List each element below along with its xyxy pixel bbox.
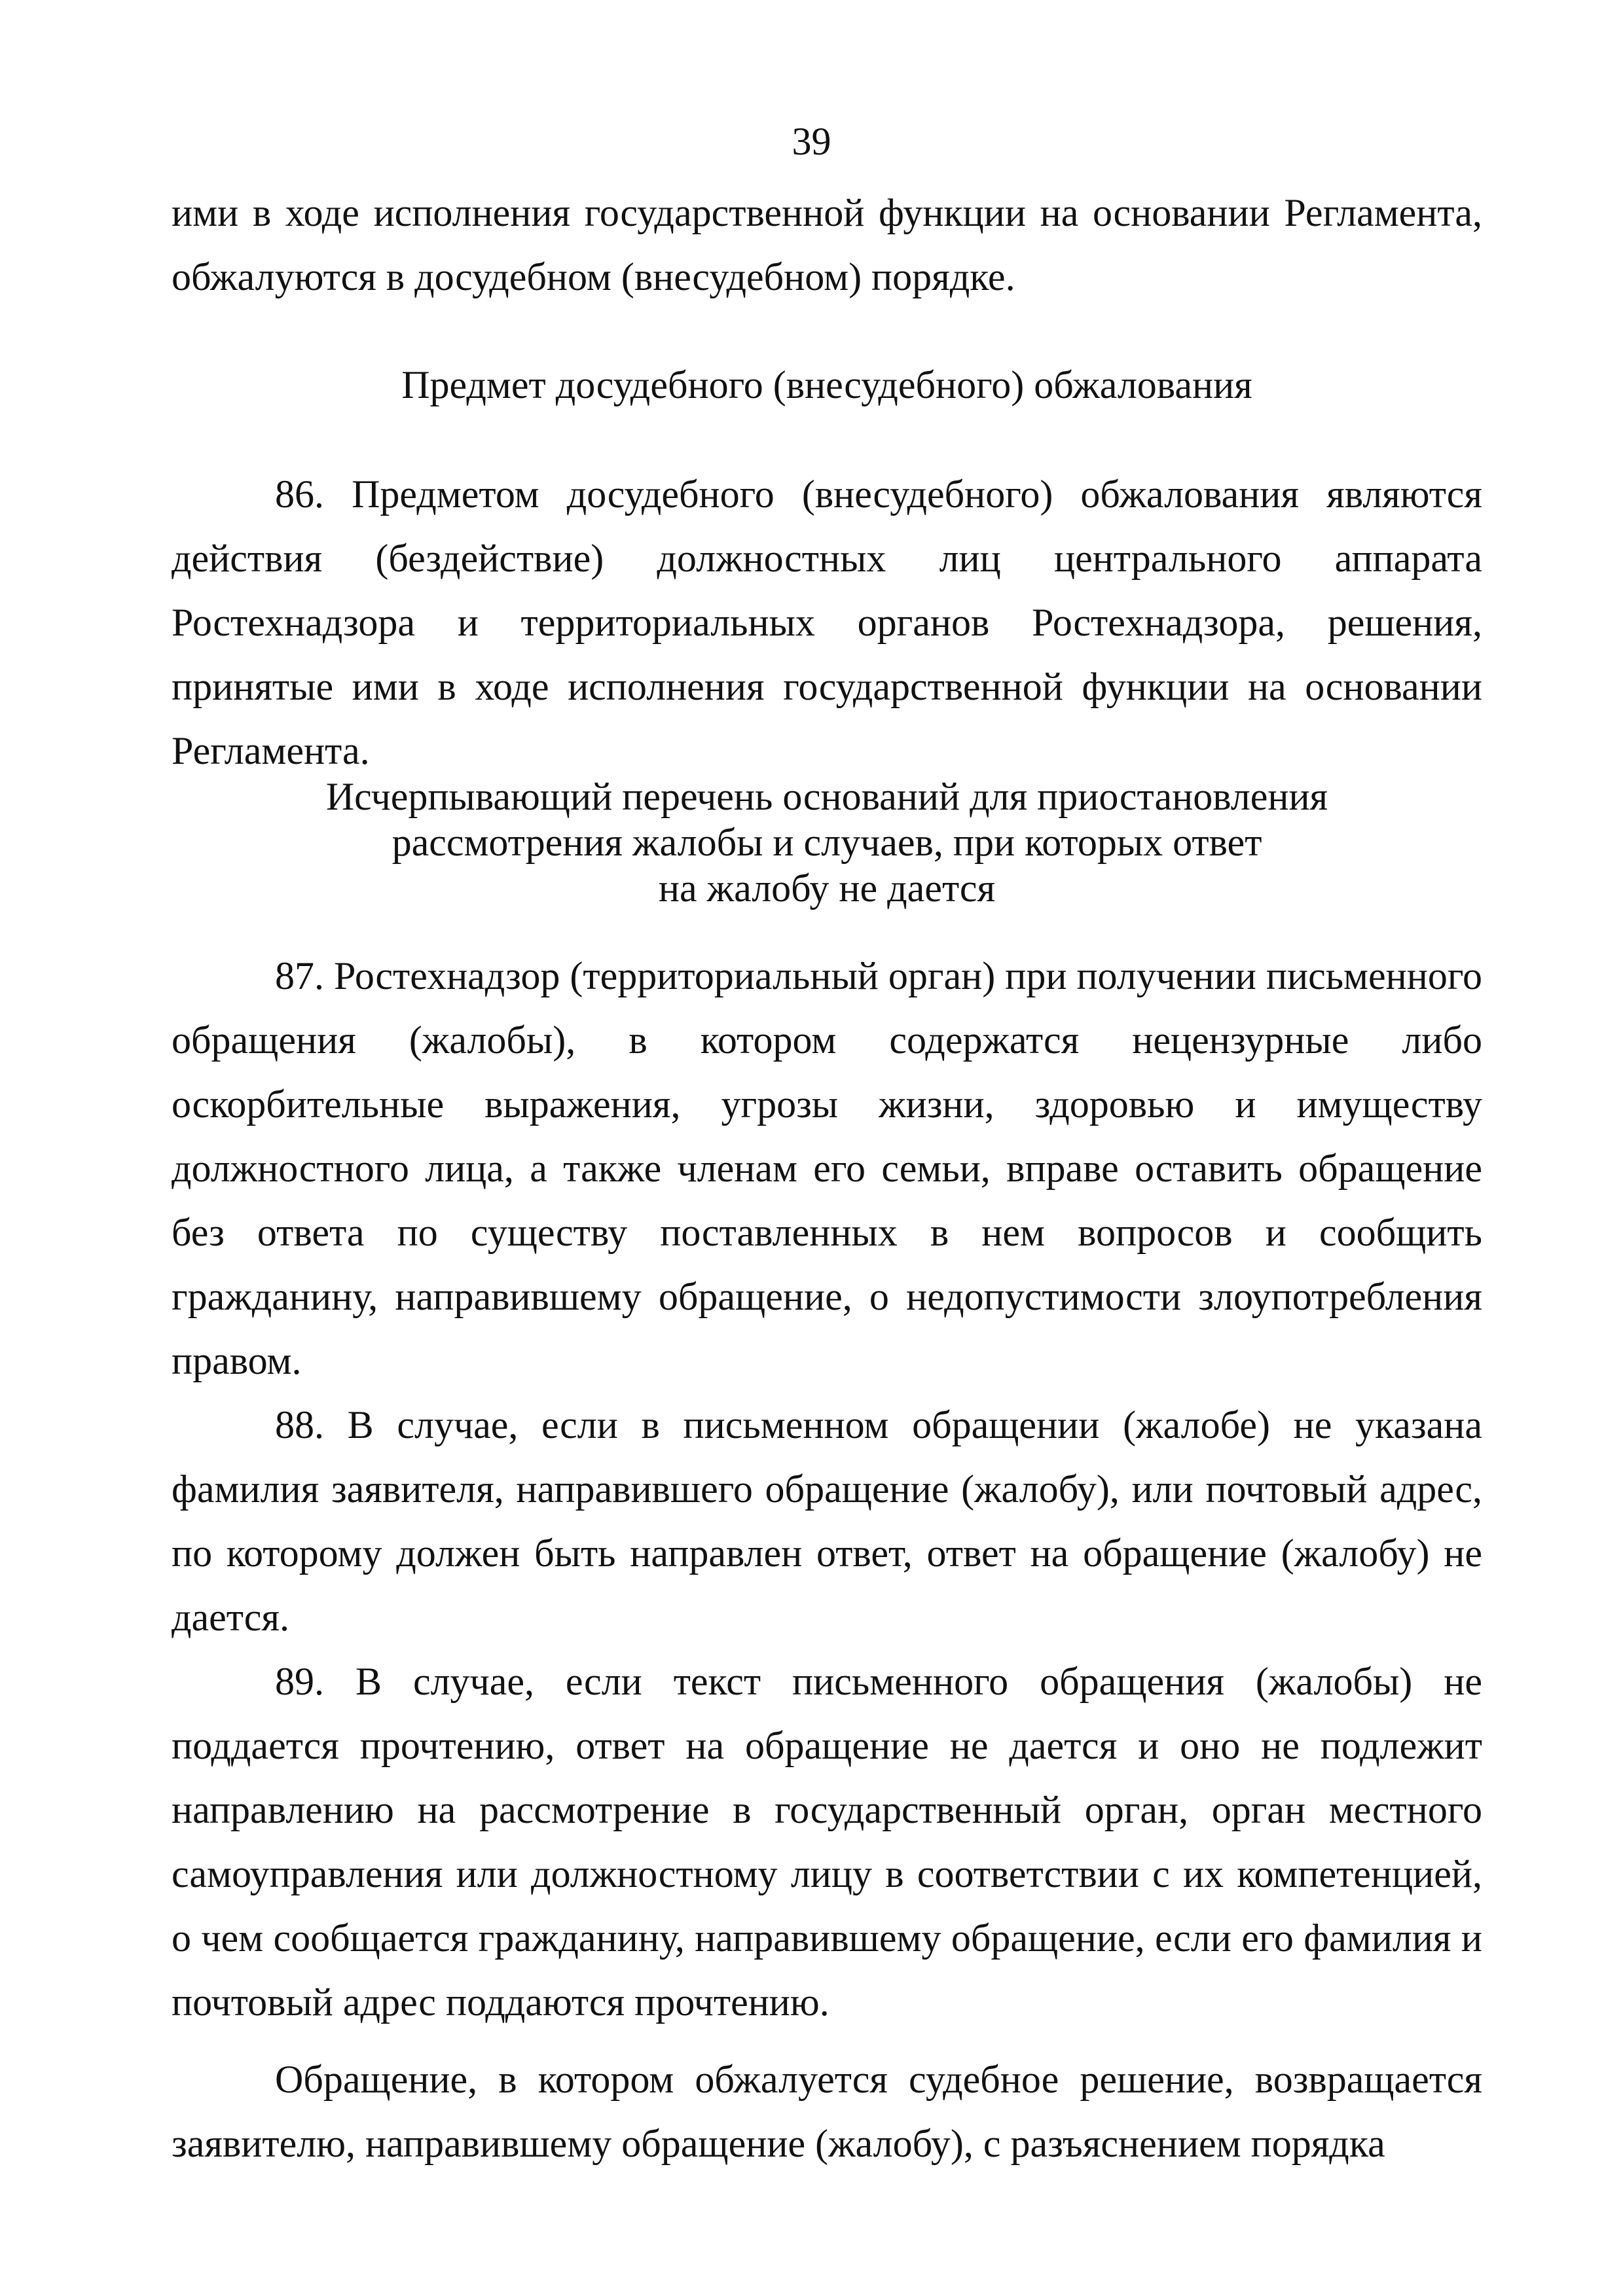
heading-line: на жалобу не дается [658, 867, 996, 910]
intro-paragraph: ими в ходе исполнения государственной функции на основании Регламента, обжалуются в досудебном (внесудебном) порядке. [172, 191, 1482, 298]
page-number: 39 [792, 120, 831, 163]
heading-line: Исчерпывающий перечень оснований для приостановления [325, 775, 1328, 818]
paragraph-86: 86. Предметом досудебного (внесудебного) обжалования являются действия (бездействие) должностных лиц центрального аппарата Ростехнадзора и территориальных органов Ростехнадзора, решения, принятые ими в ходе исполнения государственной функции на основании Регламента. [172, 473, 1482, 772]
intro-block [172, 181, 1482, 309]
paragraph-89: 89. В случае, если текст письменного обращения (жалобы) не поддается прочтению, ответ на обращение не дается и оно не подлежит направлению на рассмотрение в государственный орган, орган местного самоуправления или должностному лицу в соответствии с их компетенцией, о чем сообщается гражданину, направившему обращение, если его фамилия и почтовый адрес поддаются прочтению. [172, 1660, 1482, 2024]
heading-line: рассмотрения жалобы и случаев, при которых ответ [392, 821, 1262, 864]
paragraph-87: 87. Ростехнадзор (территориальный орган) при получении письменного обращения (жалобы), в котором содержатся нецензурные либо оскорбительные выражения, угрозы жизни, здоровью и имуществу должностного лица, а также членам его семьи, вправе оставить обращение без ответа по существу поставленных в нем вопросов и сообщить гражданину, направившему обращение, о недопустимости злоупотребления правом. [172, 954, 1482, 1382]
section-heading-suspension-grounds [172, 774, 1482, 911]
paragraph-court-decision: Обращение, в котором обжалуется судебное решение, возвращается заявителю, направившему обращение (жалобу), с разъяснением порядка [172, 2058, 1482, 2165]
section-heading-appeal-subject: Предмет досудебного (внесудебного) обжалования [401, 363, 1252, 406]
section-1-body [172, 462, 1482, 783]
section-2-body [172, 944, 1482, 2176]
paragraph-88: 88. В случае, если в письменном обращении (жалобе) не указана фамилия заявителя, направившего обращение (жалобу), или почтовый адрес, по которому должен быть направлен ответ, ответ на обращение (жалобу) не дается. [172, 1403, 1482, 1639]
